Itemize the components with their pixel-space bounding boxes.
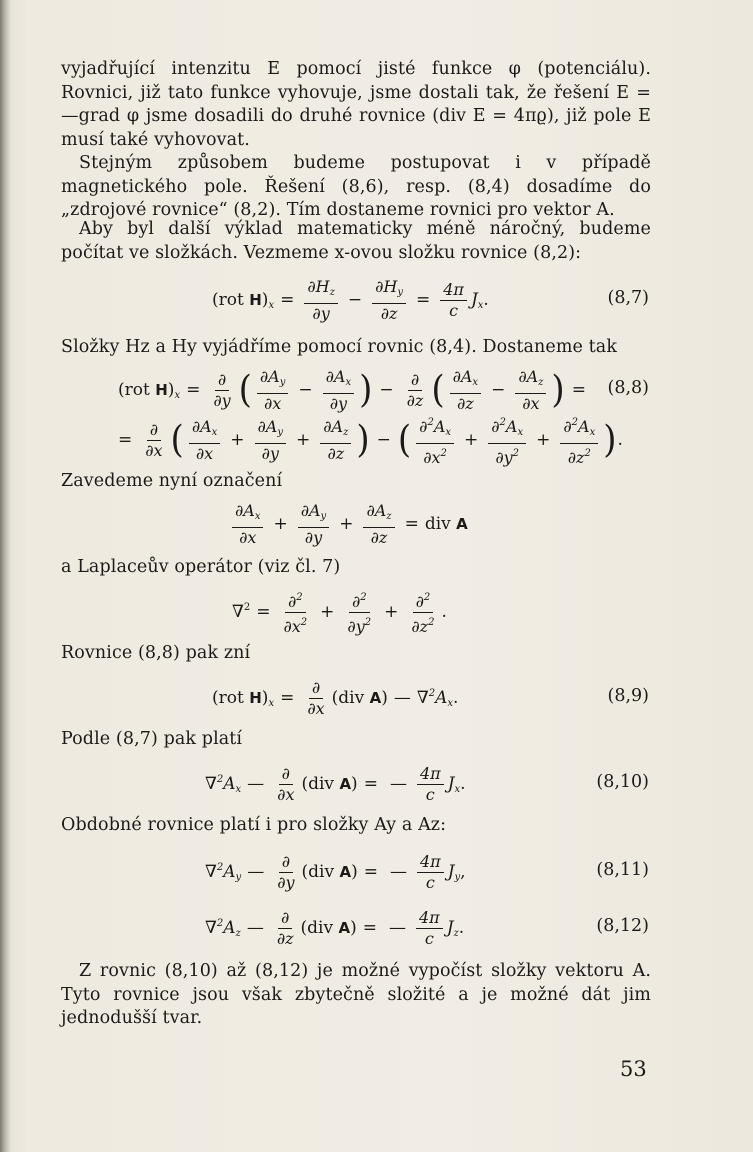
paragraph-holds — [61, 728, 651, 752]
paragraph-conclusion — [61, 960, 651, 1031]
paragraph-text: Z rovnic (8,10) až (8,12) je možné vypočíst složky vektoru A. Tyto rovnice jsou však zbytečně složité a je možné dát jim jednodušší tvar. — [61, 961, 651, 1028]
paragraph-text: Stejným způsobem budeme postupovat i v případě magnetického pole. Řešení (8,6), resp. (8,4) dosadíme do „zdrojové rovnice“ (8,2). Tím dostaneme rovnici pro vektor A. — [61, 153, 651, 220]
equation-8-8-line1: (rot $H)_x$ = $\frac{\partial}{\partial y}$ ( $\frac{\partial A_y}{\partial x}$ − $\frac{\partial A_x}{\partial y}$ ) − $\frac{\partial}{\partial z}$ ( $\frac{\partial A_x}{\partial z}$ − $\frac{\partial A_z}{\partial x}$ ) = (8,8) — [118, 366, 649, 413]
equation-number: (8,7) — [607, 288, 649, 308]
equation-number: (8,8) — [607, 378, 649, 398]
equation-number: (8,10) — [596, 772, 649, 792]
equation-number: (8,12) — [596, 916, 649, 936]
paragraph-text: Zavedeme nyní označení — [61, 471, 283, 491]
equation-8-11: $\nabla^2A_y$ — $\frac{\partial}{\partial y}$ (div A) = — $\frac{4\pi}{c}$ $J_y$ , (8,11) — [205, 851, 649, 892]
equation-8-10: $\nabla^2A_x$ — $\frac{\partial}{\partial x}$ (div A) = — $\frac{4\pi}{c}$ $J_x$ . (8,10) — [205, 763, 649, 804]
paragraph-text: a Laplaceův operátor (viz čl. 7) — [61, 557, 341, 577]
equation-8-7: (rot $H)_x$ = $\frac{\partial H_z}{\partial y}$ − $\frac{\partial H_y}{\partial z}$ = $\frac{4\pi}{c}$ $J_x$ . (8,7) — [212, 276, 649, 323]
page-number: 53 — [620, 1057, 647, 1081]
paragraph-similar — [61, 814, 651, 838]
equation-number: (8,11) — [596, 860, 649, 880]
equation-number: (8,9) — [607, 686, 649, 706]
paragraph-notation — [61, 470, 651, 494]
paragraph-laplace — [61, 556, 651, 580]
equation-8-8-line2: = $\frac{\partial}{\partial x}$ ( $\frac{\partial A_x}{\partial x}$ + $\frac{\partial A_y}{\partial y}$ + $\frac{\partial A_z}{\partial z}$ ) − ( $\frac{\partial^2A_x}{\partial x^2}$ + $\frac{\partial^2A_x}{\partial y^2}$ + $\frac{\partial^2A_x}{\partial z^2}$ ) . — [0, 420, 753, 460]
equation-8-12: $\nabla^2A_z$ — $\frac{\partial}{\partial z}$ (div A) = — $\frac{4\pi}{c}$ $J_z$ . (8,12) — [205, 907, 649, 948]
paragraph-text: Rovnice (8,8) pak zní — [61, 643, 251, 663]
equation-div-a: $\frac{\partial A_x}{\partial x}$ + $\frac{\partial A_y}{\partial y}$ + $\frac{\partial A_z}{\partial z}$ = div A — [0, 504, 753, 544]
paragraph-text: Podle (8,7) pak platí — [61, 729, 243, 749]
equation-8-9: (rot $H)_x$ = $\frac{\partial}{\partial x}$ (div A) — $\nabla^2A_x$ . (8,9) — [212, 677, 649, 718]
paragraph-text: Aby byl další výklad matematicky méně náročný, budeme počítat ve složkách. Vezmeme x-ovou složku rovnice (8,2): — [61, 219, 651, 263]
paragraph-text: Složky Hz a Hy vyjádříme pomocí rovnic (8,4). Dostaneme tak — [61, 337, 618, 357]
paragraph-intro — [61, 58, 651, 152]
paragraph-rewrite — [61, 642, 651, 666]
paragraph-components — [61, 218, 651, 265]
equation-laplacian: ∇$^2$ = $\frac{\partial^2}{\partial x^2}$ + $\frac{\partial^2}{\partial y^2}$ + $\frac{\partial^2}{\partial z^2}$ . — [0, 592, 753, 632]
paragraph-express — [61, 336, 651, 360]
paragraph-text: vyjadřující intenzitu E pomocí jisté funkce φ (potenciálu). Rovnici, již tato funkce vyhovuje, jsme dostali tak, že řešení E = —grad φ jsme dosadili do druhé rovnice (div E = 4πϱ), již pole E musí také vyhovovat. — [61, 59, 651, 150]
paragraph-text: Obdobné rovnice platí i pro složky Ay a Az: — [61, 815, 447, 835]
paragraph-magnetic — [61, 152, 651, 223]
